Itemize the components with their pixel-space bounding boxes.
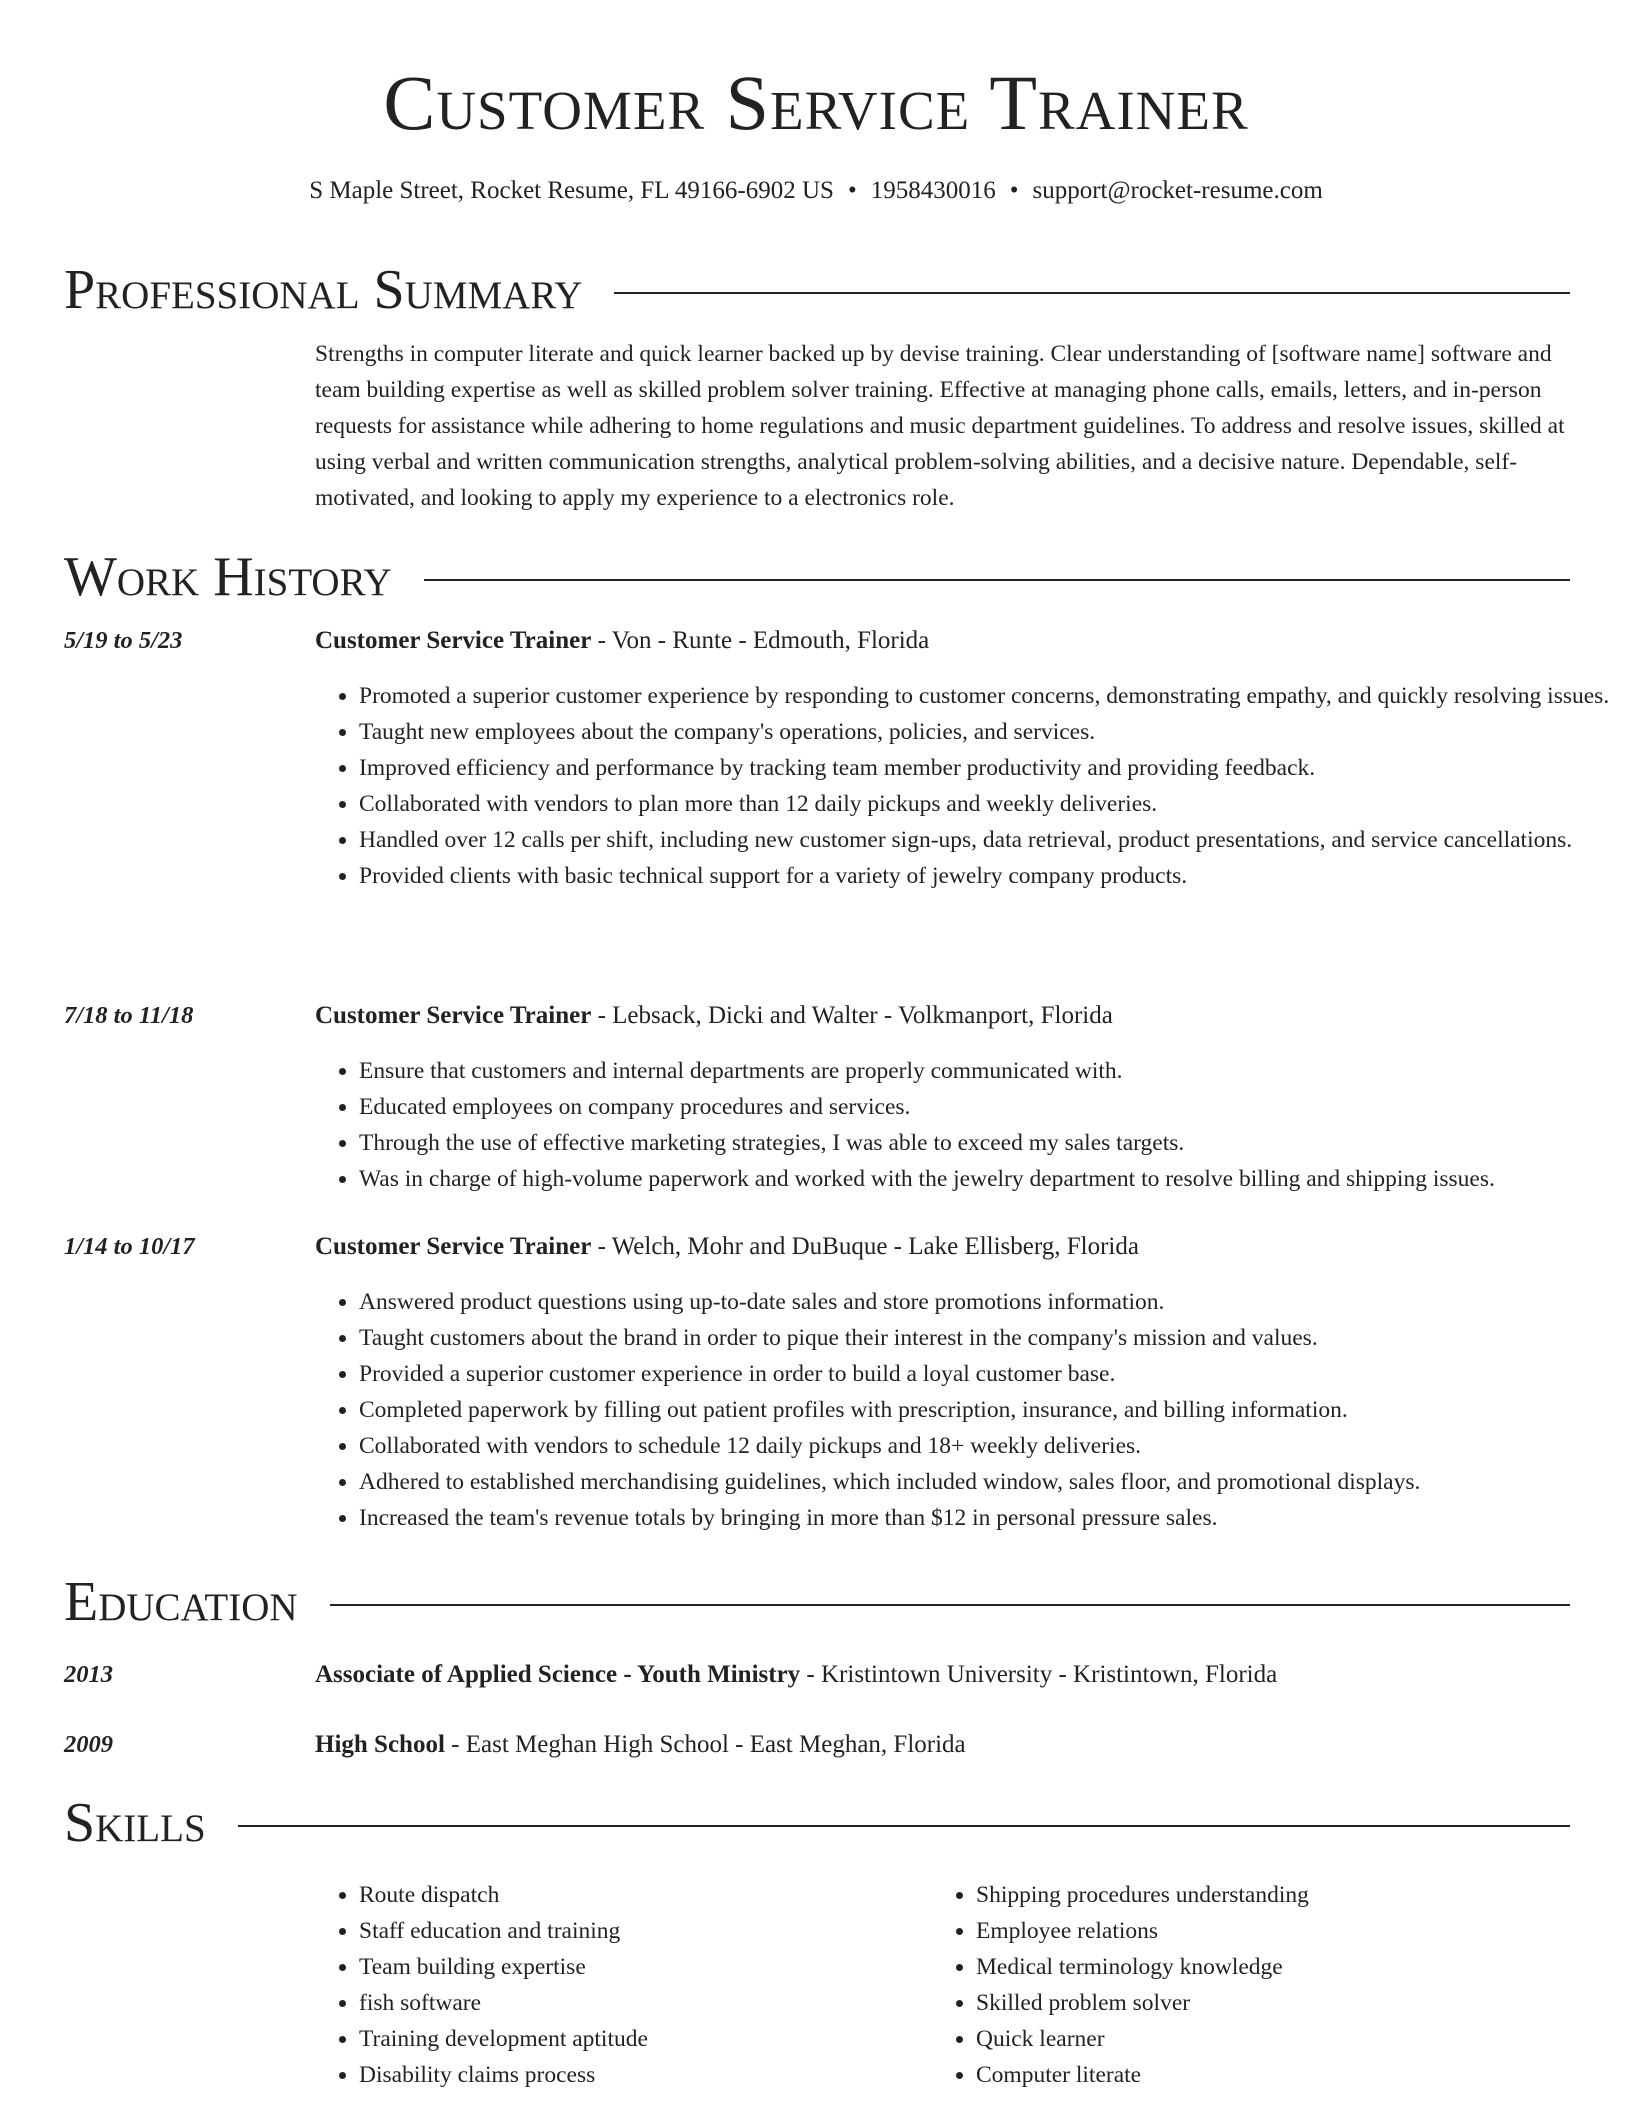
- job-bullet: • Taught new employees about the company's operations, policies, and services.: [359, 714, 1619, 750]
- job-bullet: • Adhered to established merchandising guidelines, which included window, sales floor, and promotional displays.: [359, 1464, 1619, 1500]
- job-bullet: • Handled over 12 calls per shift, including new customer sign-ups, data retrieval, product presentations, and service cancellations.: [359, 822, 1619, 858]
- contact-separator: •: [1009, 177, 1019, 204]
- skill-item: • Quick learner: [976, 2021, 1596, 2057]
- job-bullets: [315, 1284, 1619, 1536]
- skill-item: • Medical terminology knowledge: [976, 1949, 1596, 1985]
- skill-item: • Team building expertise: [359, 1949, 939, 1985]
- section-divider: [330, 1604, 1570, 1606]
- education-year: 2009: [64, 1731, 113, 1758]
- job-bullet: • Collaborated with vendors to schedule 12 daily pickups and 18+ weekly deliveries.: [359, 1428, 1619, 1464]
- job-header: [315, 1230, 1575, 1264]
- education-entry: [315, 1658, 1575, 1692]
- job-header: [315, 999, 1575, 1033]
- contact-line: [0, 174, 1632, 208]
- summary-heading-title: Professional Summary: [64, 259, 583, 321]
- job-dates: 5/19 to 5/23: [64, 627, 183, 654]
- education-year: 2013: [64, 1661, 113, 1688]
- summary-text: Strengths in computer literate and quick learner backed up by devise training. Clear understanding of [software name] software and team building expertise as well as skilled problem solver training. Effective at managing phone calls, emails, letters, and in-person requests for assistance while adhering to home regulations and music department guidelines. To address and resolve issues, skilled at using verbal and written communication strengths, analytical problem-solving abilities, and a decisive nature. Dependable, self-motivated, and looking to apply my experience to a electronics role.: [315, 341, 1565, 511]
- job-bullet: • Provided clients with basic technical support for a variety of jewelry company products.: [359, 858, 1619, 894]
- skill-item: • Disability claims process: [359, 2057, 939, 2093]
- education-school-location: - East Meghan High School - East Meghan, Florida: [444, 1731, 966, 1758]
- job-bullet: • Increased the team's revenue totals by bringing in more than $12 in personal pressure sales.: [359, 1500, 1619, 1536]
- section-divider: [238, 1825, 1570, 1827]
- work-heading-title: Work History: [64, 546, 392, 608]
- contact-phone: 1958430016: [870, 177, 996, 204]
- job-bullet: • Was in charge of high-volume paperwork and worked with the jewelry department to resolve billing and shipping issues.: [359, 1161, 1619, 1197]
- skill-item: • Route dispatch: [359, 1877, 939, 1913]
- job-bullet: • Completed paperwork by filling out patient profiles with prescription, insurance, and billing information.: [359, 1392, 1619, 1428]
- job-title: Customer Service Trainer: [315, 1002, 592, 1029]
- section-divider: [424, 579, 1570, 581]
- job-title: Customer Service Trainer: [315, 1233, 592, 1260]
- skills-list-left: [315, 1877, 939, 2093]
- job-bullet: • Ensure that customers and internal departments are properly communicated with.: [359, 1053, 1619, 1089]
- job-dates: 7/18 to 11/18: [64, 1002, 194, 1029]
- skill-item: • Computer literate: [976, 2057, 1596, 2093]
- job-bullet: • Educated employees on company procedures and services.: [359, 1089, 1619, 1125]
- job-title: Customer Service Trainer: [315, 627, 592, 654]
- job-dates: 1/14 to 10/17: [64, 1233, 195, 1260]
- skills-section-heading: [64, 1791, 1570, 1855]
- resume-name: Customer Service Trainer: [383, 59, 1249, 146]
- job-employer-location: - Lebsack, Dicki and Walter - Volkmanport, Florida: [591, 1002, 1113, 1029]
- skill-item: • Employee relations: [976, 1913, 1596, 1949]
- skill-item: • fish software: [359, 1985, 939, 2021]
- job-bullet: • Taught customers about the brand in order to pique their interest in the company's mission and values.: [359, 1320, 1619, 1356]
- job-bullet: • Through the use of effective marketing strategies, I was able to exceed my sales targets.: [359, 1125, 1619, 1161]
- work-section-heading: [64, 545, 1570, 609]
- job-bullet: • Improved efficiency and performance by tracking team member productivity and providing feedback.: [359, 750, 1619, 786]
- skill-item: • Shipping procedures understanding: [976, 1877, 1596, 1913]
- job-bullet: • Collaborated with vendors to plan more than 12 daily pickups and weekly deliveries.: [359, 786, 1619, 822]
- contact-address: S Maple Street, Rocket Resume, FL 49166-6902 US: [309, 177, 834, 204]
- education-degree: High School: [315, 1731, 445, 1758]
- job-employer-location: - Welch, Mohr and DuBuque - Lake Ellisberg, Florida: [591, 1233, 1139, 1260]
- education-section-heading: [64, 1570, 1570, 1634]
- section-divider: [614, 292, 1570, 294]
- education-school-location: - Kristintown University - Kristintown, Florida: [800, 1661, 1278, 1688]
- skills-list-right: [932, 1877, 1596, 2093]
- education-heading-title: Education: [64, 1571, 298, 1633]
- job-employer-location: - Von - Runte - Edmouth, Florida: [591, 627, 930, 654]
- skills-heading-title: Skills: [64, 1792, 206, 1854]
- job-bullet: • Promoted a superior customer experience by responding to customer concerns, demonstrating empathy, and quickly resolving issues.: [359, 678, 1619, 714]
- skill-item: • Staff education and training: [359, 1913, 939, 1949]
- job-bullet: • Provided a superior customer experience in order to build a loyal customer base.: [359, 1356, 1619, 1392]
- job-bullets: [315, 1053, 1619, 1197]
- skill-item: • Training development aptitude: [359, 2021, 939, 2057]
- contact-separator: •: [847, 177, 857, 204]
- job-bullets: [315, 678, 1619, 894]
- contact-email: support@rocket-resume.com: [1032, 177, 1323, 204]
- skill-item: • Skilled problem solver: [976, 1985, 1596, 2021]
- job-bullet: • Answered product questions using up-to-date sales and store promotions information.: [359, 1284, 1619, 1320]
- education-degree: Associate of Applied Science - Youth Ministry: [315, 1661, 801, 1688]
- summary-section-heading: [64, 258, 1570, 322]
- job-header: [315, 624, 1575, 658]
- education-entry: [315, 1728, 1575, 1762]
